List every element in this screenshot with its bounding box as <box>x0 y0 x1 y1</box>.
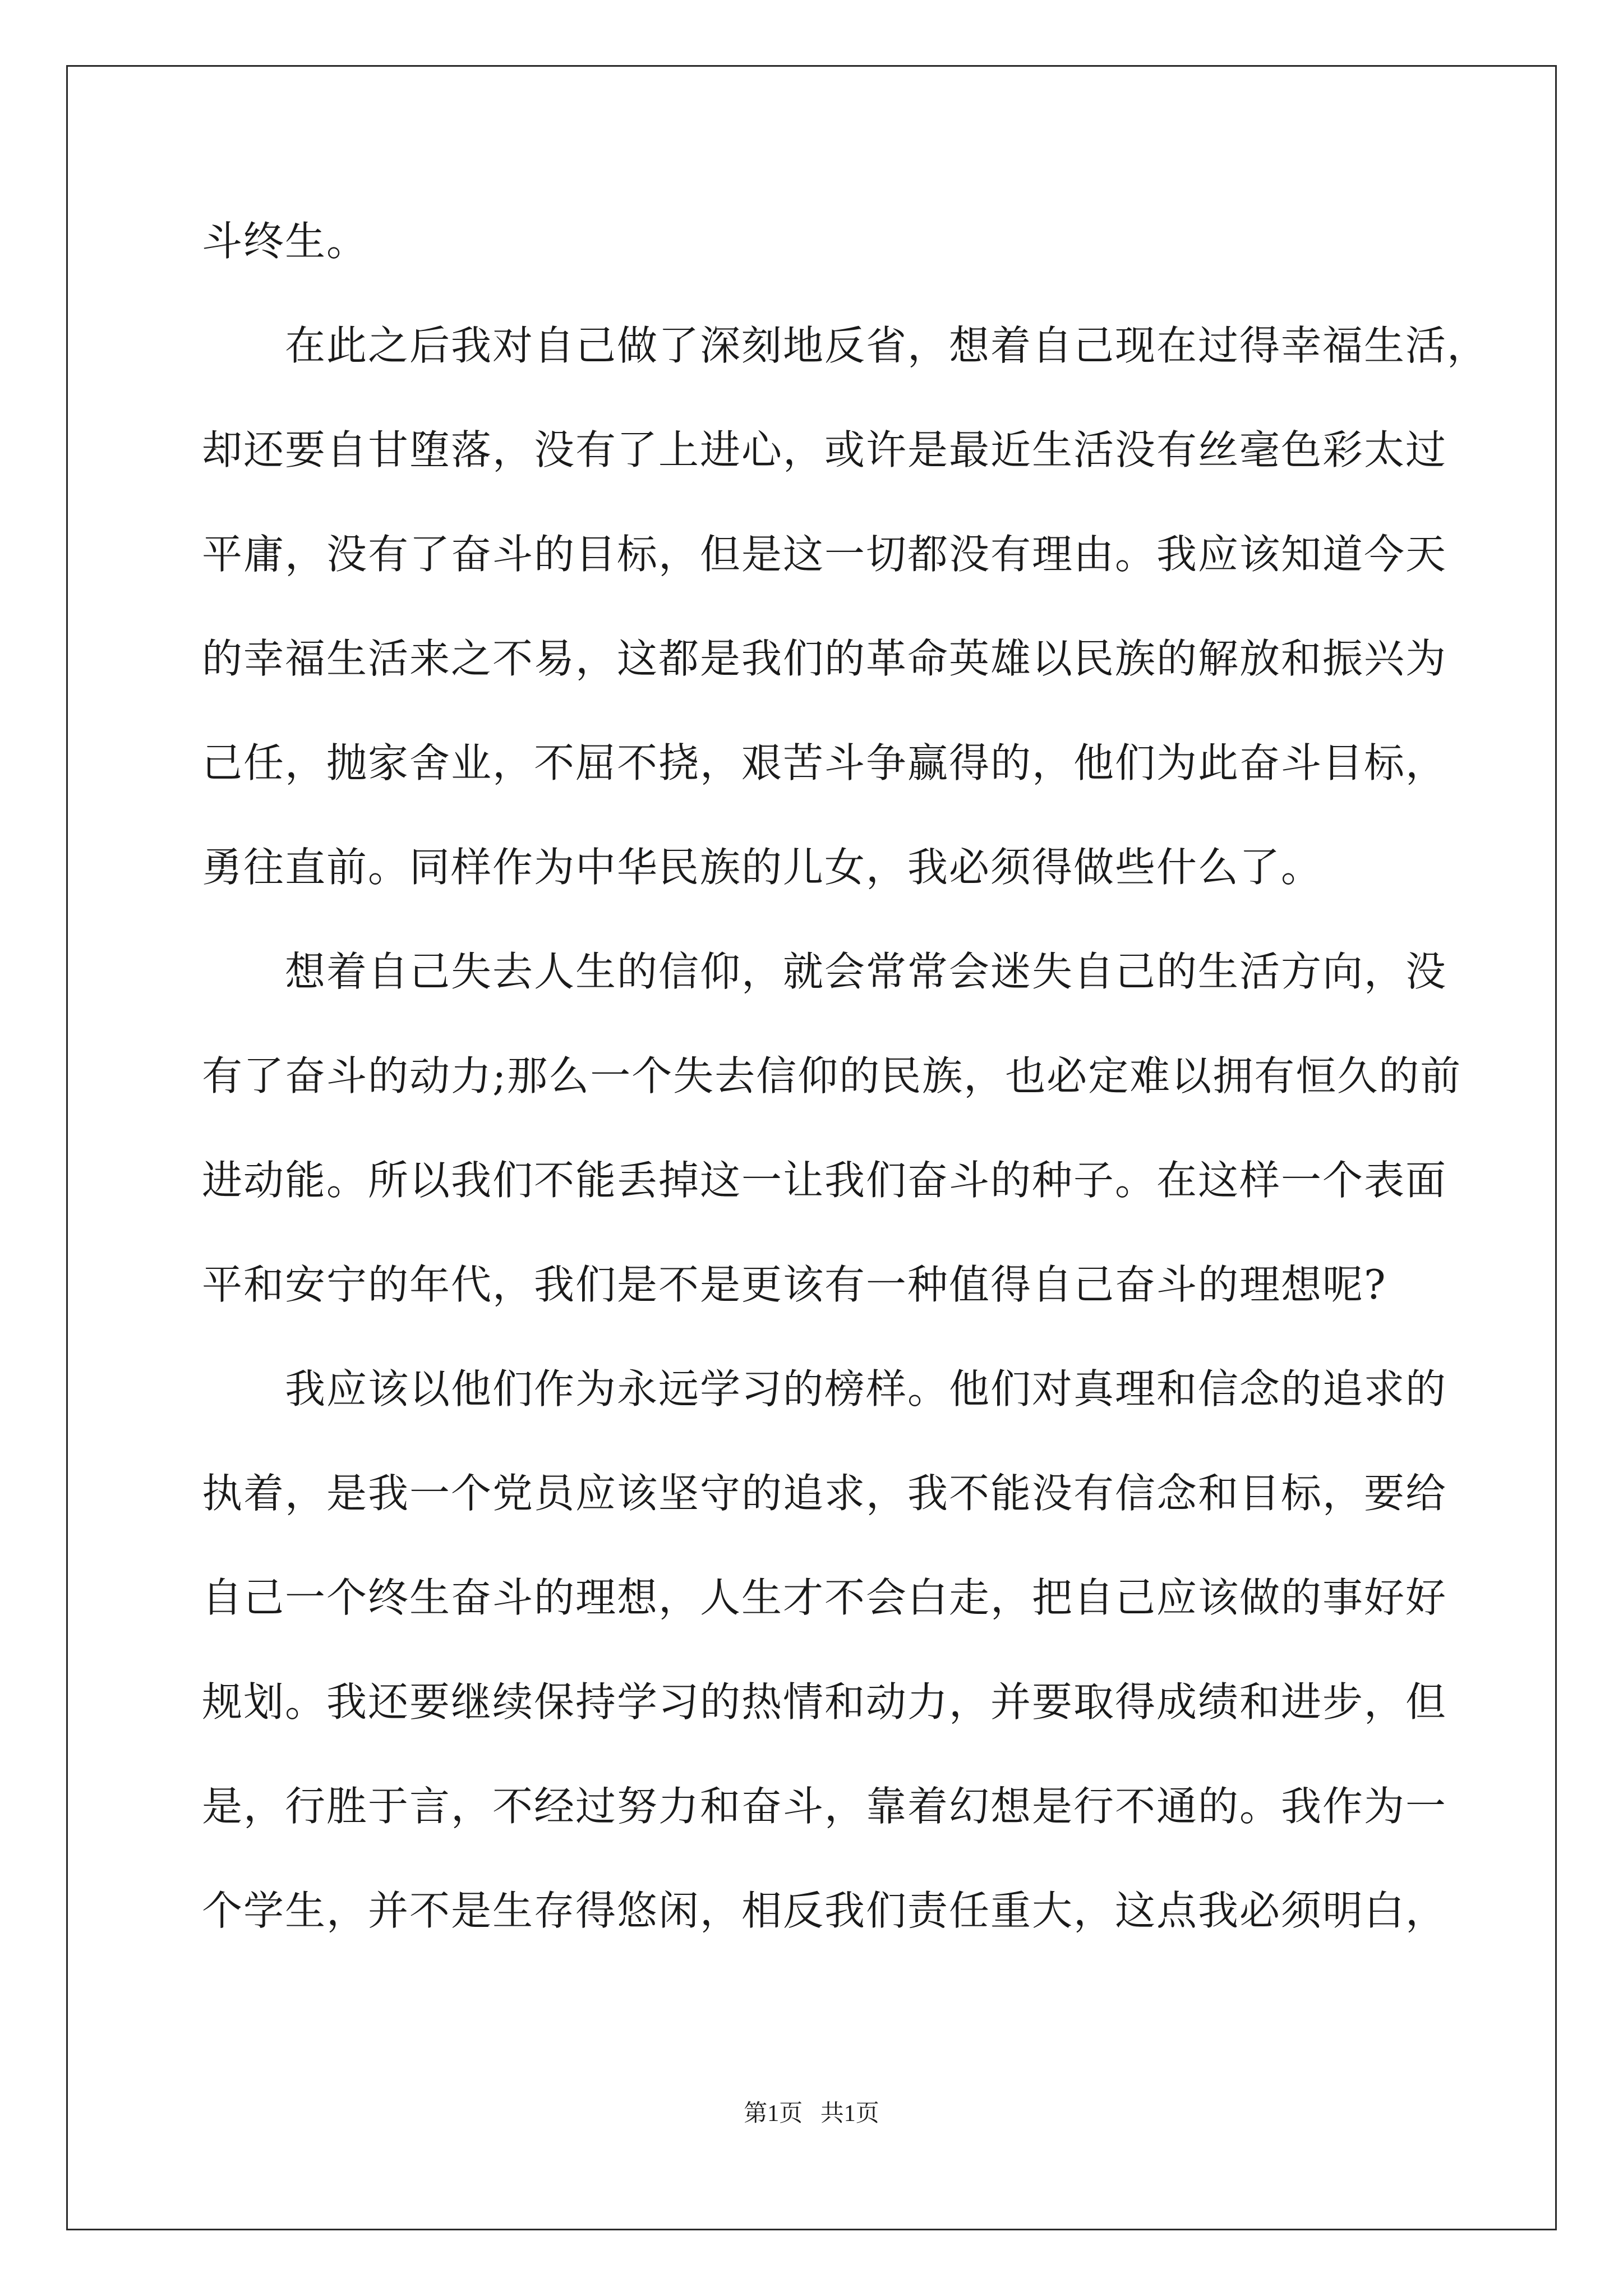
text-line: 想着自己失去人生的信仰，就会常常会迷失自己的生活方向，没 <box>202 948 1447 995</box>
page-total: 共1页 <box>820 2101 879 2127</box>
footer-gap <box>803 2101 820 2127</box>
text-line: 执着，是我一个党员应该坚守的追求，我不能没有信念和目标，要给 <box>202 1470 1447 1517</box>
text-line: 勇往直前。同样作为中华民族的儿女，我必须得做些什么了。 <box>202 844 1323 891</box>
page-footer <box>0 2097 1623 2131</box>
text-line: 平和安宁的年代，我们是不是更该有一种值得自己奋斗的理想呢? <box>202 1261 1387 1308</box>
text-line: 在此之后我对自己做了深刻地反省，想着自己现在过得幸福生活， <box>202 322 1489 369</box>
text-line: 是，行胜于言，不经过努力和奋斗，靠着幻想是行不通的。我作为一 <box>202 1783 1447 1830</box>
text-line: 斗终生。 <box>202 218 368 265</box>
text-line: 有了奋斗的动力;那么一个失去信仰的民族，也必定难以拥有恒久的前 <box>202 1052 1462 1099</box>
text-line: 自己一个终生奋斗的理想，人生才不会白走，把自己应该做的事好好 <box>202 1574 1447 1621</box>
text-line: 的幸福生活来之不易，这都是我们的革命英雄以民族的解放和振兴为 <box>202 635 1447 682</box>
text-line: 进动能。所以我们不能丢掉这一让我们奋斗的种子。在这样一个表面 <box>202 1157 1447 1204</box>
text-line: 我应该以他们作为永远学习的榜样。他们对真理和信念的追求的 <box>202 1365 1447 1412</box>
text-line: 却还要自甘堕落，没有了上进心，或许是最近生活没有丝毫色彩太过 <box>202 426 1447 473</box>
text-line: 个学生，并不是生存得悠闲，相反我们责任重大，这点我必须明白， <box>202 1887 1447 1934</box>
page-number: 第1页 <box>744 2101 803 2127</box>
text-line: 规划。我还要继续保持学习的热情和动力，并要取得成绩和进步，但 <box>202 1678 1447 1726</box>
text-line: 己任，抛家舍业，不屈不挠，艰苦斗争赢得的，他们为此奋斗目标， <box>202 739 1447 786</box>
text-line: 平庸，没有了奋斗的目标，但是这一切都没有理由。我应该知道今天 <box>202 531 1447 578</box>
